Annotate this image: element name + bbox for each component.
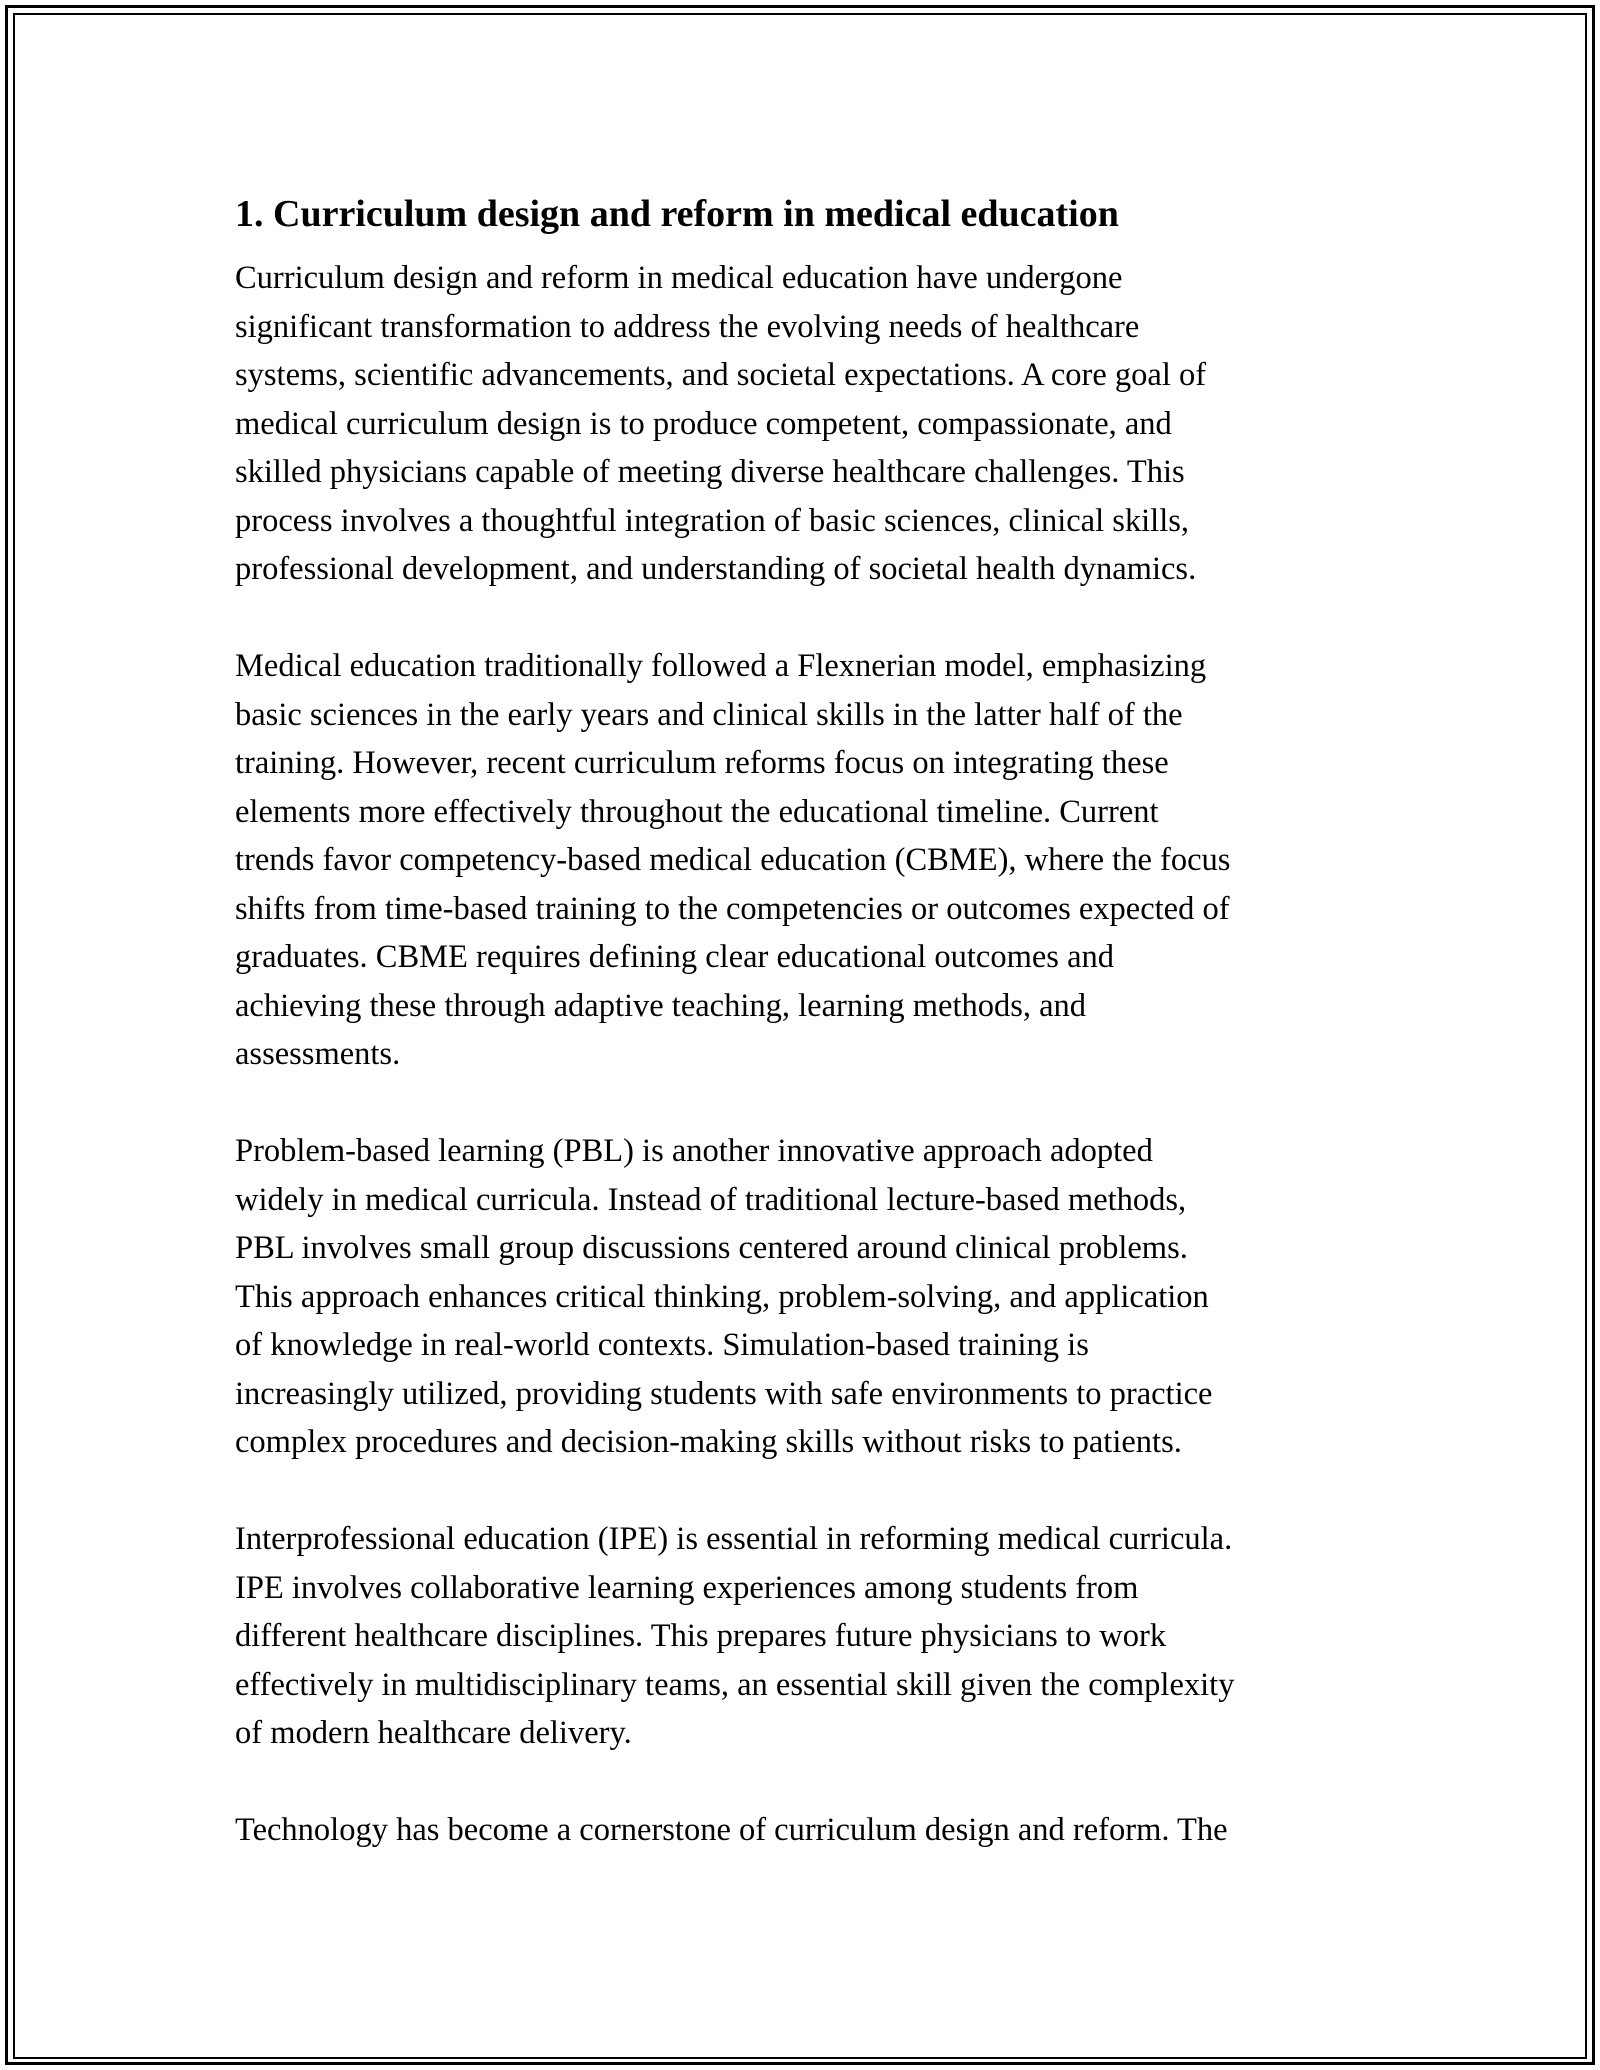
paragraph-technology	[235, 1806, 1375, 1855]
text-line: Medical education traditionally followed a Flexnerian model, emphasizing	[235, 648, 1207, 684]
text-line: different healthcare disciplines. This prepares future physicians to work	[235, 1618, 1167, 1654]
text-line: increasingly utilized, providing students with safe environments to practice	[235, 1375, 1213, 1412]
section-heading: 1. Curriculum design and reform in medical education	[235, 193, 1119, 235]
text-line: Interprofessional education (IPE) is essential in reforming medical curricula.	[235, 1521, 1233, 1557]
text-line: shifts from time-based training to the competencies or outcomes expected of	[235, 890, 1230, 927]
paragraph-ipe	[235, 1515, 1375, 1758]
text-line: graduates. CBME requires defining clear educational outcomes and	[235, 939, 1115, 975]
paragraph-pbl-simulation	[235, 1127, 1375, 1467]
text-line: trends favor competency-based medical education (CBME), where the focus	[235, 842, 1231, 878]
text-line: basic sciences in the early years and clinical skills in the latter half of the	[235, 696, 1183, 733]
text-line: elements more effectively throughout the educational timeline. Current	[235, 793, 1159, 830]
text-line: achieving these through adaptive teaching, learning methods, and	[235, 987, 1087, 1024]
document-body	[235, 182, 1375, 1903]
paragraph-curriculum-overview	[235, 254, 1375, 594]
text-line: assessments.	[235, 1036, 401, 1072]
paragraph-flexnerian-cbme	[235, 642, 1375, 1079]
text-line: of modern healthcare delivery.	[235, 1715, 632, 1751]
text-line: complex procedures and decision-making skills without risks to patients.	[235, 1424, 1182, 1460]
text-line: medical curriculum design is to produce competent, compassionate, and	[235, 405, 1172, 442]
text-line: PBL involves small group discussions centered around clinical problems.	[235, 1230, 1188, 1266]
text-line: process involves a thoughtful integration of basic sciences, clinical skills,	[235, 502, 1190, 539]
text-line: Problem-based learning (PBL) is another innovative approach adopted	[235, 1133, 1153, 1169]
text-line: professional development, and understanding of societal health dynamics.	[235, 551, 1197, 587]
text-line: skilled physicians capable of meeting diverse healthcare challenges. This	[235, 454, 1185, 490]
text-line: Technology has become a cornerstone of curriculum design and reform. The	[235, 1812, 1228, 1848]
text-line: Curriculum design and reform in medical education have undergone	[235, 260, 1123, 296]
text-line: effectively in multidisciplinary teams, an essential skill given the complexity	[235, 1666, 1235, 1703]
text-line: IPE involves collaborative learning experiences among students from	[235, 1569, 1139, 1606]
text-line: widely in medical curricula. Instead of traditional lecture-based methods,	[235, 1181, 1187, 1218]
text-line: This approach enhances critical thinking, problem-solving, and application	[235, 1278, 1209, 1315]
text-line: significant transformation to address the evolving needs of healthcare	[235, 308, 1140, 345]
text-line: of knowledge in real-world contexts. Simulation-based training is	[235, 1327, 1089, 1363]
text-line: systems, scientific advancements, and societal expectations. A core goal of	[235, 357, 1207, 393]
text-line: training. However, recent curriculum reforms focus on integrating these	[235, 745, 1169, 781]
